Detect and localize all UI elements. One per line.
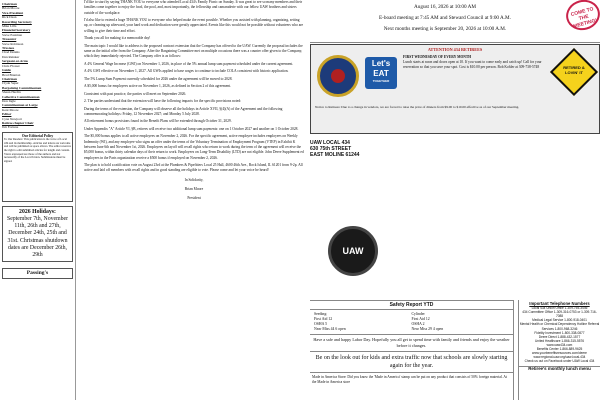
- officer-name: Kent Moore: [2, 107, 19, 112]
- cylinder-row: Near Miss 29 4 open: [411, 327, 444, 331]
- officer-title: Trustees: [2, 46, 15, 51]
- letter-paragraph: I'd also like to extend a huge THANK YOU to everyone who helped make the event possible. Whether you assisted with planning, organizing, setting up, or cleaning up afterward, your hard work and dedication were greatly appreciated. Events like this would not be possible without volunteers who are willing to give their time and effort.: [84, 18, 304, 33]
- seeding-label: Seeding:: [314, 312, 328, 316]
- officer-name: Steve Eastman: [2, 32, 23, 37]
- letter-paragraph: Under Appendix "A" Article VI, §B, retirees will receive two additional lump sum payments: one on 1 October 2027 and another on 1 October 2028.: [84, 126, 299, 131]
- letter-closing: In Solidarity,: [184, 177, 204, 182]
- editorial-text: To Our Readers: This publication is the voice of Local 434 and its membership. Articles and letters are welcome and will be published as space allows. The editor reserves the right to edit submitted articles for length and content. Views expressed are those of the authors and not necessarily of the Local Union. Submissions must be signed.: [4, 137, 71, 163]
- officer-title: Recording Secretary: [2, 19, 32, 24]
- letter-paragraph: Consistent with past practice, the parties will meet on September 2026.: [84, 91, 187, 96]
- phone-line: Fidelity Investment 1-800-338-0877: [534, 330, 585, 335]
- officer-title: Collective Committeeman: [2, 94, 40, 99]
- letter-signer-title: President: [187, 196, 201, 201]
- officer-title: Committeeman at Large: [2, 103, 38, 108]
- letter-paragraph: A 4% GWI effective on November 1, 2027. All GWIs applied to base wages to continue to include COLA consistent with historic application.: [84, 69, 289, 74]
- officer-title: Chairman: [2, 76, 17, 81]
- officer-name: Chad Dennis: [2, 50, 20, 55]
- mailing-address: [310, 140, 359, 158]
- letter-paragraph: The plan is to hold a ratification vote on August 23rd at the Plumbers & Pipefitters Local 25 Hall, 4600 46th Ave., Rock Island, IL 61201 from 9-2p. All active and laid off members with recall rights and in good standing are eligible to vote. Please come and let your voice be heard!: [84, 163, 303, 173]
- officer-name: Rick Dean: [2, 15, 17, 20]
- phone-line: www.yourbenefitsresources.com/deere: [532, 351, 587, 356]
- phone-line: Medical Legal Service 1-800-918-0401: [532, 318, 587, 323]
- officer-name: Chris Flower: [2, 63, 20, 68]
- next-meeting: Next months meeting is September 20, 2026 at 10:00 A.M.: [383, 26, 507, 32]
- divider: [310, 42, 600, 43]
- uaw-logo-icon: [328, 226, 378, 276]
- officer-title: Treasurer: [2, 37, 17, 42]
- address-line: 630 75th STREET: [310, 146, 352, 152]
- officer-name: Jim Fortune: [2, 125, 19, 130]
- phone-lines: [519, 306, 600, 363]
- safety-table: [310, 310, 513, 334]
- letter-paragraph: A $5,000 bonus for employees active on November 1, 2026, as defined in Section 2 of this agreement.: [84, 84, 232, 89]
- retirees-info-text: Lunch starts at noon and doors open at 10. If you want to come early and catch up! Call for your reservation so that you save your spot. Cost is $10.00 per person. Bob Kohler at 309-738-5748: [403, 60, 542, 69]
- cylinder-label: Cylinder: [411, 312, 425, 316]
- officer-title: Sergeant-at-Arms: [2, 59, 28, 64]
- officer-title: Guide: [2, 68, 11, 73]
- letter-paragraph: Thank you all for making it a memorable day!: [84, 36, 151, 41]
- officer-title: Financial Secretary: [2, 28, 31, 33]
- lunch-menu-heading: Retiree's monthly lunch menu: [519, 366, 600, 371]
- letter-paragraph: The $5,000 bonus applies to all active employees on November 2, 2026. For the specific agreement, active employee includes employees on Weekly Indemnity (WI), and any employee who signs an offer under the terms of the Voluntary Termination of Employment Program (VTEP) in Exhibit K between June 6th and November 1st, 2026. Employees on layoff will recall rights who return to work during the term of the agreement will receive the $5,000 bonus, within thirty calendar days of their return to work. Employees on Long-Term Disability (LTD) are not eligible. John Deere Supplement ed employees in the Parts organization receive a $500 bonus if employed on November 2, 2026.: [84, 134, 304, 160]
- officers-column: [0, 0, 76, 400]
- telephone-numbers: [518, 300, 600, 400]
- letter-paragraph: A 4% General Wage Increase (GWI) on November 1, 2026, in place of the 5% annual lump sum payment scheduled under the current agreement.: [84, 61, 294, 66]
- phone-line: 434 Committee Office 1-309-316-0753 or 1-309-716-7088: [522, 310, 597, 319]
- phone-line: Check us out on Facebook under UAW Local 434: [524, 359, 595, 364]
- officer-title: Vice-President: [2, 10, 24, 15]
- retired-diamond-text: RETIRED & LOVIN' IT: [563, 65, 585, 75]
- seeding-column: [314, 312, 412, 332]
- safety-report: [310, 300, 514, 400]
- editorial-heading: Our Editorial Policy: [21, 133, 54, 138]
- officer-name: Cyna Newport: [2, 116, 22, 121]
- officer-name: Mike Lilla: [2, 24, 17, 29]
- officer-title: Bargaining Committeemen: [2, 85, 42, 90]
- meeting-info: [310, 0, 580, 44]
- cylinder-column: [412, 312, 510, 332]
- phone-line: Mental Health or Chemical Dependency Hotline Referral Services 1-800-968-3246: [519, 322, 600, 331]
- officers-list: [2, 2, 73, 130]
- safety-heading: Safety Report YTD: [310, 300, 513, 310]
- phone-line: United Healthcare 1-866-315-5576: [534, 338, 585, 343]
- letter-paragraph: The main topic I would like to address is the proposed contract extension that the Company has offered to the UAW. Currently the proposal includes the same as the initial offer from the Company. After the Bargaining Committee met on multiple occasions there was a counter offer given to the Company, which they immediately rejected. The Company offer is as follows:: [84, 43, 303, 59]
- holidays-box: [2, 206, 73, 262]
- seeding-row: OSHA 5: [314, 322, 327, 326]
- phone-line: Benefits Center 1-866-889-9625: [536, 347, 583, 352]
- officer-title: Editor: [2, 112, 12, 117]
- right-column: [310, 0, 600, 400]
- holidays-heading: 2026 Holidays:: [19, 208, 56, 215]
- letter-paragraph: 2. The parties understand that the extension will have the following impacts for the specific provisions noted:: [84, 99, 242, 104]
- cylinder-row: OSHA 2: [411, 322, 425, 326]
- phone-line: Local 434 Union Office 1-309-755-3446: [531, 306, 588, 311]
- officer-name: Shaun Hardin: [2, 90, 21, 95]
- letter-paragraph: All retirement bonus provisions found in the Benefit Plans will be extended through October 31, 2029.: [84, 119, 232, 124]
- board-meeting: E-board meeting at 7:45 AM and Steward Council at 9:00 A.M.: [379, 15, 511, 21]
- letter-paragraph: During the terms of the extension, the Company will observe all the holidays in Article XVII, §(4)(A) of the Agreement and the following commemorating holidays: Friday, 12 November 2027; and Monday 5 July 2028.: [84, 106, 283, 116]
- letter-body: [84, 0, 304, 174]
- officer-name: Brad Branton: [2, 72, 21, 77]
- officer-name: Clyde Seper: [2, 81, 19, 86]
- retirees-notice: Notice to Retirees: Due to a change in vendors, we are forced to raise the price of dinners from $9.00 to $10.00 effective as of our September meeting.: [315, 105, 520, 109]
- meeting-date: August 16, 2026 at 10:00 AM: [414, 4, 476, 10]
- passings-heading: Passing's: [2, 268, 73, 278]
- come-to-meeting-badge: COME TO THE MEETING!: [563, 0, 600, 34]
- officer-title: Retiree chapter Chair: [2, 120, 34, 125]
- officer-title: Chairman: [2, 2, 17, 6]
- lets-eat-small: TOGETHER: [372, 79, 390, 83]
- made-in-america-note: Made in America Store: Did you know the 'Made in America' stamp can be put on any product that consists of 50% foreign material. At the Made in America store: [310, 372, 513, 386]
- officer-name: Steve Robinson: [2, 41, 24, 46]
- lets-eat-big: Let's EAT: [371, 59, 391, 78]
- holidays-text: September 7th, November 11th, 26th and 27th, December 24th, 25th and 31st. Christmas shutdown dates are December 26th, 29th: [6, 215, 68, 258]
- phone-line: www.uaw434.com: [546, 342, 573, 347]
- phone-line: www.regional-uaw.org/uaw-local-434: [533, 355, 586, 360]
- phone-line: Deere Direct 1-888-432-1577: [538, 334, 581, 339]
- labor-day-banner: Have a safe and happy Labor Day. Hopefully you all get to spend time with family and friends and enjoy the weather before it changes.: [310, 334, 513, 351]
- phones-heading: Important Telephone Numbers: [529, 301, 590, 306]
- officer-name: Don Ingle: [2, 98, 16, 103]
- retirees-info: [403, 55, 553, 70]
- school-traffic-banner: Be on the look out for kids and extra traffic now that schools are slowly starting again for the year.: [310, 351, 513, 372]
- lets-eat-logo: [365, 57, 397, 89]
- retirees-heading: ATTENTION 434 RETIREES: [427, 47, 483, 52]
- retirees-info-title: FIRST WEDNESDAY OF EVERY MONTH: [403, 55, 472, 59]
- address-line: UAW LOCAL 434: [310, 140, 350, 146]
- letter-signer: Brian Moore: [184, 186, 204, 191]
- president-letter: [84, 0, 304, 400]
- union-seal-icon: [317, 55, 359, 97]
- editorial-policy-box: [2, 132, 73, 202]
- address-line: EAST MOLINE 61244: [310, 152, 360, 158]
- seeding-row: Near Miss 44 6 open: [314, 327, 346, 331]
- officer-name: Dan Reinker: [2, 54, 20, 59]
- retirees-box: [310, 44, 600, 134]
- letter-paragraph: I'd like to start by saying THANK YOU to everyone who attended Local 434's Family Picnic on Sunday. It was great to see so many members and their families come together to enjoy the food, the pool, and, most importantly, the fellowship and camaraderie with our fellow UAW brothers and sisters outside of the workplace.: [84, 0, 303, 15]
- letter-paragraph: The 5% Lump Sum Payment currently scheduled for 2026 under the agreement will be moved to 2028.: [84, 76, 233, 81]
- officer-name: Brian Moore: [2, 6, 20, 11]
- seeding-row: First Aid 12: [314, 317, 333, 321]
- cylinder-row: First Aid 12: [411, 317, 430, 321]
